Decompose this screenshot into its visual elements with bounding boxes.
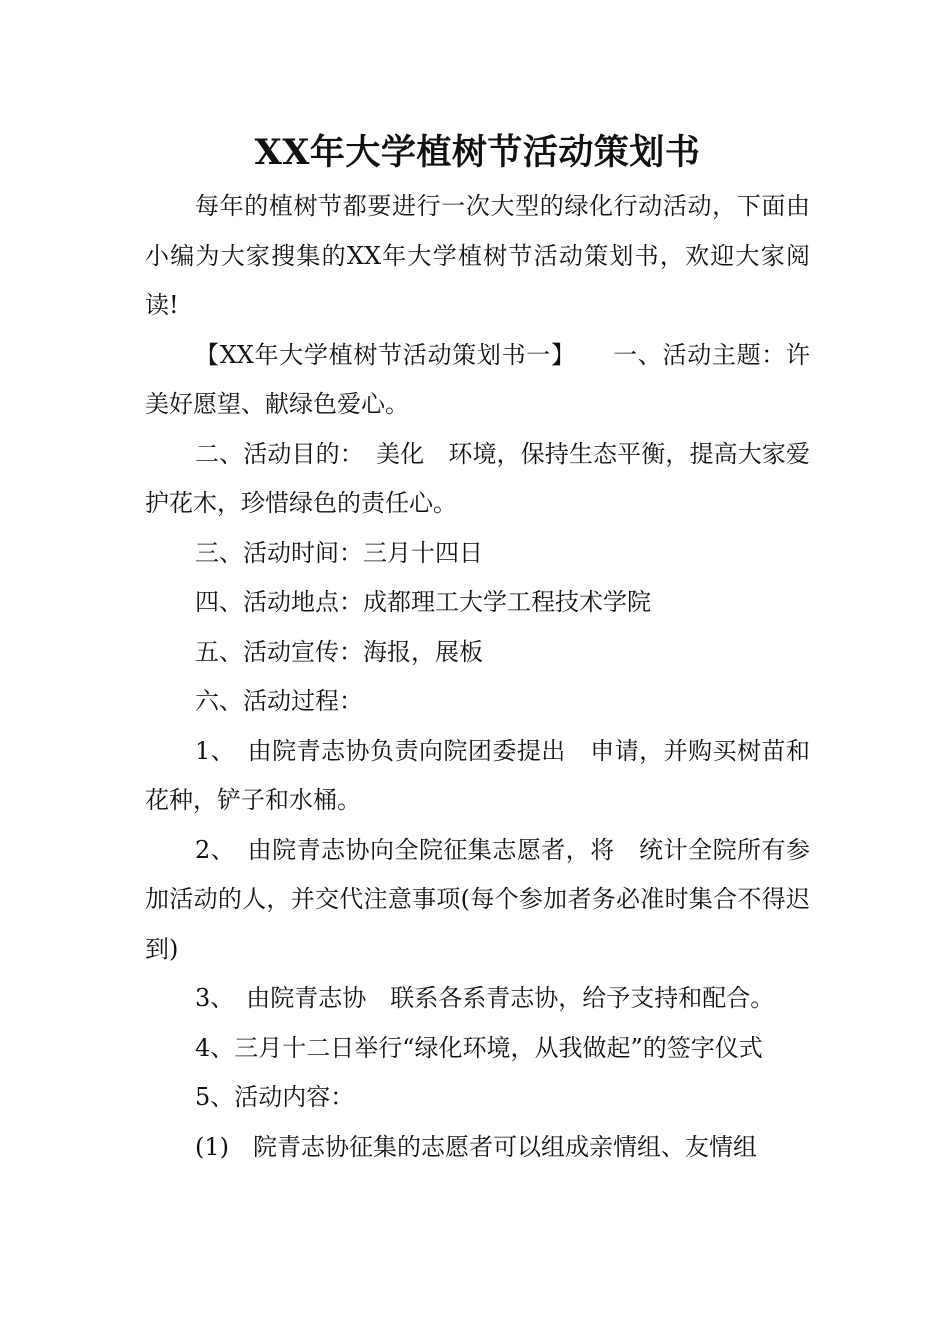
intro-paragraph: 每年的植树节都要进行一次大型的绿化行动活动，下面由小编为大家搜集的XX年大学植树节活动策划书，欢迎大家阅读! [145, 192, 810, 319]
activity-time-paragraph: 三、活动时间：三月十四日 [195, 538, 483, 567]
document-title: XX年大学植树节活动策划书 [254, 132, 701, 173]
process-step-3-paragraph: 3、 由院青志协 联系各系青志协，给予支持和配合。 [195, 984, 775, 1012]
process-step-5-paragraph: 5、活动内容： [195, 1083, 355, 1111]
process-step-4-paragraph: 4、三月十二日举行“绿化环境，从我做起”的签字仪式 [195, 1033, 763, 1062]
process-step-1-paragraph: 1、 由院青志协负责向院团委提出 申请，并购买树苗和花种，铲子和水桶。 [145, 736, 810, 814]
activity-process-paragraph: 六、活动过程： [195, 687, 363, 715]
document-page [145, 128, 810, 1172]
process-step-2-paragraph: 2、 由院青志协向全院征集志愿者，将 统计全院所有参加活动的人，并交代注意事项(每个参加者务必准时集合不得迟到) [145, 835, 810, 963]
activity-location-paragraph: 四、活动地点：成都理工大学工程技术学院 [195, 588, 651, 616]
activity-promotion-paragraph: 五、活动宣传：海报，展板 [195, 637, 483, 666]
activity-content-item-1-paragraph: (1) 院青志协征集的志愿者可以组成亲情组、友情组 [195, 1132, 757, 1161]
activity-purpose-paragraph: 二、活动目的： 美化 环境，保持生态平衡，提高大家爱护花木，珍惜绿色的责任心。 [145, 439, 810, 517]
section-heading-paragraph: 【XX年大学植树节活动策划书一】 一、活动主题：许美好愿望、献绿色爱心。 [145, 340, 810, 418]
